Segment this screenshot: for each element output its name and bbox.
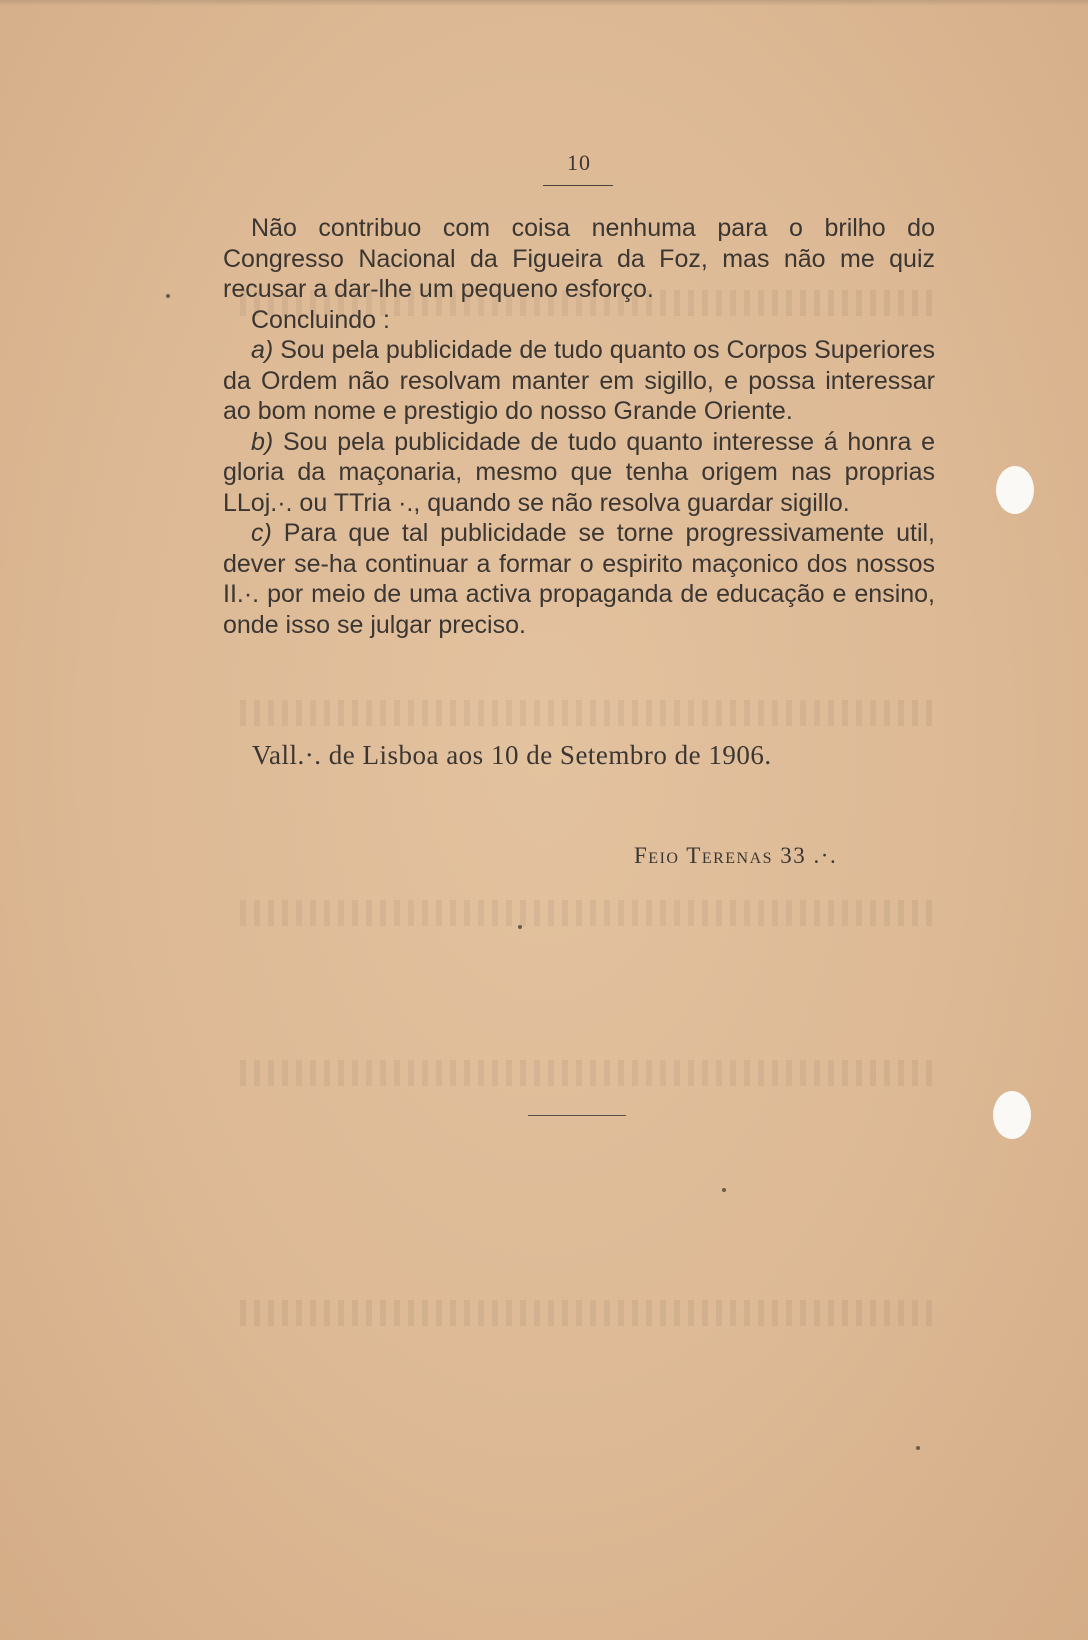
paragraph-item-b xyxy=(223,427,935,519)
page-number-rule xyxy=(543,185,613,186)
show-through-text xyxy=(240,1060,940,1086)
page-edge-shadow xyxy=(0,0,1088,6)
paper-speck xyxy=(166,294,170,298)
place-date-line: Vall.·. de Lisboa aos 10 de Setembro de 1906. xyxy=(252,740,772,770)
body-text xyxy=(223,213,935,640)
item-a-text: Sou pela publicidade de tudo quanto os Corpos Superiores da Ordem não resolvam manter em sigillo, e possa interessar ao bom nome e prestigio do nosso Grande Oriente. xyxy=(223,336,935,425)
signature: Feio Terenas 33 .·. xyxy=(634,843,838,868)
paragraph-item-c xyxy=(223,518,935,640)
closing-rule xyxy=(528,1115,626,1116)
show-through-text xyxy=(240,700,940,726)
page-number: 10 xyxy=(567,150,591,175)
punch-hole-bottom xyxy=(993,1091,1031,1139)
paper-speck xyxy=(518,925,522,929)
paper-speck xyxy=(722,1188,726,1192)
item-c-text: Para que tal publicidade se torne progressivamente util, dever se-ha continuar a formar o espirito maçonico dos nossos II.·. por meio de uma activa propaganda de educação e ensino, onde isso se julgar preciso. xyxy=(223,519,936,639)
item-b-letter: b) xyxy=(251,427,274,456)
paragraph-item-a xyxy=(223,335,935,427)
show-through-text xyxy=(240,900,940,926)
item-b-text: Sou pela publicidade de tudo quanto interesse á honra e gloria da maçonaria, mesmo que tenha origem nas proprias LLoj.·. ou TTria ·., quando se não resolva guardar sigillo. xyxy=(223,427,935,517)
item-c-letter: c) xyxy=(251,519,272,547)
paragraph-intro: Não contribuo com coisa nenhuma para o brilho do Congresso Nacional da Figueira da Foz, mas não me quiz recusar a dar-lhe um pequeno esforço. xyxy=(223,214,935,303)
paragraph-concluding: Concluindo : xyxy=(251,305,390,334)
paper-speck xyxy=(916,1446,920,1450)
show-through-text xyxy=(240,1300,940,1326)
punch-hole-top xyxy=(996,466,1034,514)
item-a-letter: a) xyxy=(251,336,274,364)
